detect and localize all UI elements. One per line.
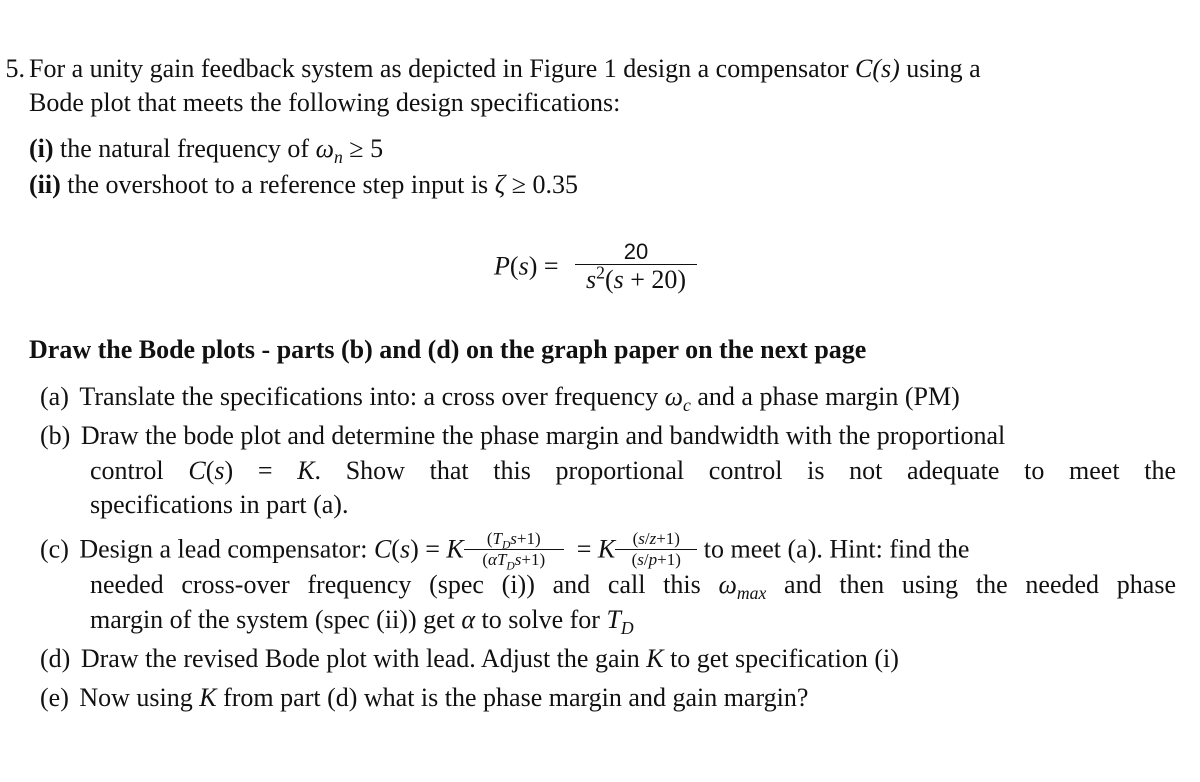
- part-e-text2: from part (d) what is the phase margin and gain margin?: [216, 683, 809, 712]
- part-c-alpha: α: [461, 605, 476, 634]
- frac2-den: (s/p+1): [631, 549, 681, 569]
- frac1-bar: [464, 549, 564, 550]
- part-c-text2: to meet (a). Hint: find the: [697, 534, 970, 564]
- part-c-fraction-1: [464, 529, 564, 573]
- part-b-text2a: control: [90, 456, 189, 485]
- part-a-text1: Translate the specifications into: a cross over frequency: [79, 382, 665, 411]
- part-c-cs-math: C(s) = K: [373, 534, 464, 564]
- part-b-label: (b): [40, 421, 71, 450]
- part-c-line3: [90, 605, 634, 639]
- part-b-text2b: . Show that this proportional control is not adequate to meet the: [314, 456, 1176, 485]
- spec-ii-text: the overshoot to a reference step input is: [67, 170, 495, 199]
- part-d-k: K: [646, 644, 664, 673]
- part-c-eq2: = K: [570, 534, 616, 564]
- part-e-label: (e): [40, 683, 69, 712]
- part-e: [40, 685, 808, 711]
- part-c-text3b: and then using the needed phase: [766, 570, 1176, 599]
- spec-i-text: the natural frequency of: [60, 134, 316, 163]
- frac2-num: (s/z+1): [632, 529, 680, 548]
- plant-numerator: 20: [623, 239, 649, 264]
- part-a-wc: $\omega_c$: [664, 382, 691, 416]
- part-c-text3a: needed cross-over frequency (spec (i)) and call this: [90, 570, 719, 599]
- part-a: [40, 382, 960, 416]
- part-a-label: (a): [40, 382, 69, 411]
- spec-ii-label: (ii): [29, 170, 61, 199]
- spec-ii-math: ζ ≥ 0.35: [494, 170, 578, 199]
- part-b-line3: specifications in part (a).: [90, 490, 349, 519]
- part-e-k: K: [199, 683, 217, 712]
- spec-i: [29, 134, 384, 168]
- plant-lhs: P(s) =: [494, 251, 559, 281]
- part-b-cs-math: C(s) = K: [188, 456, 315, 485]
- intro-cs-math: C(s): [855, 54, 900, 83]
- plant-fraction: [575, 240, 697, 293]
- part-c-text4b: to solve for: [475, 605, 607, 634]
- spec-i-math: $\omega_n \ge 5$: [315, 134, 384, 168]
- part-d-text1: Draw the revised Bode plot with lead. Adjust the gain: [80, 644, 647, 673]
- frac1-den: $(\alpha T_Ds+1)$: [482, 549, 546, 573]
- part-c-line2: [90, 570, 1176, 604]
- part-b-text1: Draw the bode plot and determine the phase margin and bandwidth with the proportional: [80, 421, 1006, 450]
- intro-text-b: using a: [899, 54, 981, 83]
- part-d-text2: to get specification (i): [663, 644, 899, 673]
- part-a-text2: and a phase margin (PM): [690, 382, 960, 411]
- part-c-fraction-2: [615, 530, 697, 569]
- part-c-td: $T_D$: [606, 605, 634, 639]
- plant-equation: [494, 240, 697, 293]
- part-b-line1: [40, 423, 1005, 449]
- part-d: [40, 646, 899, 672]
- problem-line-1: [0, 56, 981, 82]
- intro-text-a: For a unity gain feedback system as depicted in Figure 1 design a compensator: [29, 54, 856, 83]
- problem-number: 5.: [5, 56, 25, 82]
- problem-line-2: Bode plot that meets the following design specifications:: [29, 88, 621, 117]
- part-d-label: (d): [40, 644, 71, 673]
- part-c-line1: [40, 529, 970, 573]
- part-b-line2: [90, 458, 1176, 484]
- spec-i-label: (i): [29, 134, 54, 163]
- instruction-heading: Draw the Bode plots - parts (b) and (d) on the graph paper on the next page: [29, 335, 867, 364]
- plant-denominator: $s^2(s + 20)$: [585, 262, 687, 295]
- part-c-label: (c): [40, 534, 69, 564]
- frac1-num: $(T_Ds+1)$: [486, 529, 541, 552]
- part-c-text4a: margin of the system (spec (ii)) get: [90, 605, 462, 634]
- part-e-text1: Now using: [79, 683, 200, 712]
- part-c-text1: Design a lead compensator:: [79, 534, 374, 564]
- spec-ii: [29, 172, 578, 198]
- part-c-wmax: $\omega_{max}$: [718, 570, 767, 604]
